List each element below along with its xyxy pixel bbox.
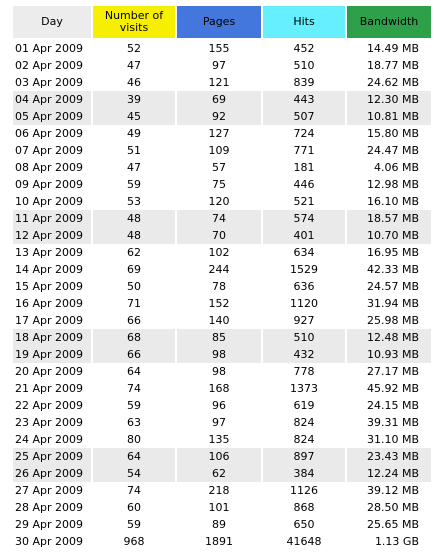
cell-pages: 155 (208, 42, 230, 55)
cell-bandwidth: 25.65 MB (366, 518, 419, 531)
cell-hits: 1373 (290, 382, 318, 395)
table-row (13, 176, 431, 193)
cell-pages: 101 (208, 501, 230, 514)
cell-bandwidth: 24.62 MB (366, 76, 419, 89)
cell-bandwidth: 39.31 MB (366, 416, 419, 429)
table-row (13, 142, 431, 159)
table-row (13, 465, 431, 482)
cell-bandwidth: 39.12 MB (366, 484, 419, 497)
cell-hits: 839 (293, 76, 315, 89)
cell-day: 15 Apr 2009 (15, 280, 84, 293)
cell-visits: 69 (127, 263, 141, 276)
cell-pages: 78 (212, 280, 226, 293)
cell-pages: 140 (208, 314, 230, 327)
cell-hits: 521 (293, 195, 315, 208)
cell-day: 28 Apr 2009 (15, 501, 84, 514)
cell-day: 07 Apr 2009 (15, 144, 84, 157)
cell-visits: 50 (127, 280, 141, 293)
cell-pages: 74 (177, 210, 261, 227)
cell-day: 25 Apr 2009 (13, 448, 91, 465)
cell-day: 13 Apr 2009 (15, 246, 84, 259)
cell-visits: 46 (127, 76, 141, 89)
table-row (13, 482, 431, 499)
cell-bandwidth: 31.94 MB (366, 297, 419, 310)
cell-bandwidth: 18.57 MB (347, 210, 431, 227)
cell-pages: 69 (177, 91, 261, 108)
cell-bandwidth: 12.30 MB (347, 91, 431, 108)
table-row (13, 295, 431, 312)
cell-bandwidth: 1.13 GB (374, 535, 419, 548)
table-row (13, 108, 431, 125)
cell-day: 24 Apr 2009 (15, 433, 84, 446)
cell-day: 05 Apr 2009 (13, 108, 91, 125)
cell-pages: 85 (177, 329, 261, 346)
cell-bandwidth: 14.49 MB (366, 42, 419, 55)
cell-day: 21 Apr 2009 (15, 382, 84, 395)
cell-hits: 636 (293, 280, 315, 293)
cell-pages: 244 (208, 263, 230, 276)
cell-hits: 1126 (290, 484, 318, 497)
cell-hits: 634 (293, 246, 315, 259)
table-row (13, 346, 431, 363)
cell-bandwidth: 12.98 MB (366, 178, 419, 191)
cell-pages: 218 (208, 484, 230, 497)
cell-day: 04 Apr 2009 (13, 91, 91, 108)
cell-pages: 121 (208, 76, 230, 89)
table-row (13, 40, 431, 57)
table-row (13, 57, 431, 74)
cell-day: 14 Apr 2009 (15, 263, 84, 276)
cell-bandwidth: 28.50 MB (366, 501, 419, 514)
cell-day: 11 Apr 2009 (13, 210, 91, 227)
cell-pages: 127 (208, 127, 230, 140)
cell-visits: 66 (93, 346, 175, 363)
cell-day: 29 Apr 2009 (15, 518, 84, 531)
cell-bandwidth: 16.95 MB (366, 246, 419, 259)
cell-visits: 59 (127, 399, 141, 412)
cell-hits: 446 (293, 178, 315, 191)
table-row (13, 380, 431, 397)
cell-day: 02 Apr 2009 (15, 59, 84, 72)
cell-visits: 48 (93, 227, 175, 244)
cell-day: 08 Apr 2009 (15, 161, 84, 174)
cell-hits: 650 (293, 518, 315, 531)
daily-stats-table (11, 6, 433, 550)
table-row (13, 278, 431, 295)
cell-day: 09 Apr 2009 (15, 178, 84, 191)
cell-visits: 64 (127, 365, 141, 378)
cell-visits: 48 (93, 210, 175, 227)
table-row (13, 363, 431, 380)
cell-pages: 75 (212, 178, 226, 191)
cell-hits: 510 (263, 329, 345, 346)
cell-visits: 52 (127, 42, 141, 55)
cell-hits: 432 (263, 346, 345, 363)
cell-hits: 619 (293, 399, 315, 412)
table-row (13, 159, 431, 176)
header-visits: Number of visits (93, 6, 175, 38)
cell-hits: 443 (263, 91, 345, 108)
cell-visits: 59 (127, 178, 141, 191)
cell-day: 19 Apr 2009 (13, 346, 91, 363)
table-row (13, 516, 431, 533)
cell-hits: 778 (293, 365, 315, 378)
cell-visits: 74 (127, 382, 141, 395)
cell-day: 27 Apr 2009 (15, 484, 84, 497)
cell-pages: 109 (208, 144, 230, 157)
cell-pages: 102 (208, 246, 230, 259)
cell-hits: 384 (263, 465, 345, 482)
cell-pages: 97 (212, 416, 226, 429)
cell-day: 20 Apr 2009 (15, 365, 84, 378)
cell-hits: 724 (293, 127, 315, 140)
cell-bandwidth: 10.70 MB (347, 227, 431, 244)
cell-hits: 181 (293, 161, 315, 174)
cell-hits: 824 (293, 416, 315, 429)
cell-bandwidth: 25.98 MB (366, 314, 419, 327)
cell-day: 18 Apr 2009 (13, 329, 91, 346)
cell-visits: 60 (127, 501, 141, 514)
cell-bandwidth: 24.47 MB (366, 144, 419, 157)
cell-day: 16 Apr 2009 (15, 297, 84, 310)
cell-bandwidth: 16.10 MB (366, 195, 419, 208)
cell-pages: 97 (212, 59, 226, 72)
table-row (13, 329, 431, 346)
cell-hits: 452 (293, 42, 315, 55)
table-row (13, 431, 431, 448)
cell-bandwidth: 24.57 MB (366, 280, 419, 293)
cell-hits: 824 (293, 433, 315, 446)
cell-visits: 968 (123, 535, 145, 548)
cell-hits: 507 (263, 108, 345, 125)
cell-bandwidth: 23.43 MB (347, 448, 431, 465)
cell-pages: 57 (212, 161, 226, 174)
table-row (13, 499, 431, 516)
cell-hits: 1120 (290, 297, 318, 310)
cell-visits: 47 (127, 59, 141, 72)
cell-day: 23 Apr 2009 (15, 416, 84, 429)
cell-visits: 39 (93, 91, 175, 108)
cell-visits: 74 (127, 484, 141, 497)
cell-bandwidth: 27.17 MB (366, 365, 419, 378)
cell-day: 17 Apr 2009 (15, 314, 84, 327)
cell-visits: 68 (93, 329, 175, 346)
cell-bandwidth: 45.92 MB (366, 382, 419, 395)
table-row (13, 193, 431, 210)
cell-bandwidth: 10.93 MB (347, 346, 431, 363)
header-hits: Hits (263, 6, 345, 38)
cell-day: 03 Apr 2009 (15, 76, 84, 89)
cell-hits: 897 (263, 448, 345, 465)
cell-visits: 66 (127, 314, 141, 327)
table-row (13, 414, 431, 431)
table-row (13, 227, 431, 244)
cell-pages: 92 (177, 108, 261, 125)
header-bandwidth: Bandwidth (347, 6, 431, 38)
cell-visits: 45 (93, 108, 175, 125)
table-row (13, 533, 431, 550)
table-row (13, 125, 431, 142)
cell-bandwidth: 4.06 MB (373, 161, 419, 174)
cell-hits: 401 (263, 227, 345, 244)
cell-visits: 54 (93, 465, 175, 482)
cell-bandwidth: 24.15 MB (366, 399, 419, 412)
cell-pages: 98 (212, 365, 226, 378)
cell-bandwidth: 15.80 MB (366, 127, 419, 140)
cell-hits: 574 (263, 210, 345, 227)
cell-visits: 71 (127, 297, 141, 310)
cell-visits: 47 (127, 161, 141, 174)
cell-pages: 98 (177, 346, 261, 363)
cell-visits: 53 (127, 195, 141, 208)
table-row (13, 448, 431, 465)
cell-hits: 927 (293, 314, 315, 327)
cell-visits: 62 (127, 246, 141, 259)
cell-pages: 96 (212, 399, 226, 412)
cell-hits: 771 (293, 144, 315, 157)
cell-bandwidth: 10.81 MB (347, 108, 431, 125)
table-row (13, 244, 431, 261)
cell-bandwidth: 42.33 MB (366, 263, 419, 276)
cell-visits: 51 (127, 144, 141, 157)
cell-pages: 70 (177, 227, 261, 244)
cell-day: 26 Apr 2009 (13, 465, 91, 482)
table-row (13, 397, 431, 414)
cell-day: 22 Apr 2009 (15, 399, 84, 412)
cell-visits: 59 (127, 518, 141, 531)
cell-pages: 168 (208, 382, 230, 395)
cell-pages: 152 (208, 297, 230, 310)
cell-bandwidth: 12.48 MB (347, 329, 431, 346)
table-body (13, 40, 431, 550)
cell-bandwidth: 18.77 MB (366, 59, 419, 72)
cell-visits: 80 (127, 433, 141, 446)
table-row (13, 261, 431, 278)
cell-day: 10 Apr 2009 (15, 195, 84, 208)
table-row (13, 91, 431, 108)
cell-day: 06 Apr 2009 (15, 127, 84, 140)
cell-hits: 510 (293, 59, 315, 72)
cell-day: 12 Apr 2009 (13, 227, 91, 244)
header-pages: Pages (177, 6, 261, 38)
cell-pages: 62 (177, 465, 261, 482)
cell-hits: 1529 (290, 263, 318, 276)
cell-bandwidth: 31.10 MB (366, 433, 419, 446)
cell-pages: 135 (208, 433, 230, 446)
cell-day: 30 Apr 2009 (15, 535, 84, 548)
cell-pages: 1891 (205, 535, 233, 548)
table-row (13, 312, 431, 329)
cell-pages: 89 (212, 518, 226, 531)
cell-day: 01 Apr 2009 (15, 42, 84, 55)
cell-visits: 49 (127, 127, 141, 140)
table-row (13, 210, 431, 227)
header-day: Day (13, 6, 91, 38)
cell-visits: 64 (93, 448, 175, 465)
cell-pages: 120 (208, 195, 230, 208)
cell-hits: 41648 (286, 535, 322, 548)
cell-visits: 63 (127, 416, 141, 429)
cell-bandwidth: 12.24 MB (347, 465, 431, 482)
table-row (13, 74, 431, 91)
cell-pages: 106 (177, 448, 261, 465)
cell-hits: 868 (293, 501, 315, 514)
table-header-row (13, 6, 431, 38)
